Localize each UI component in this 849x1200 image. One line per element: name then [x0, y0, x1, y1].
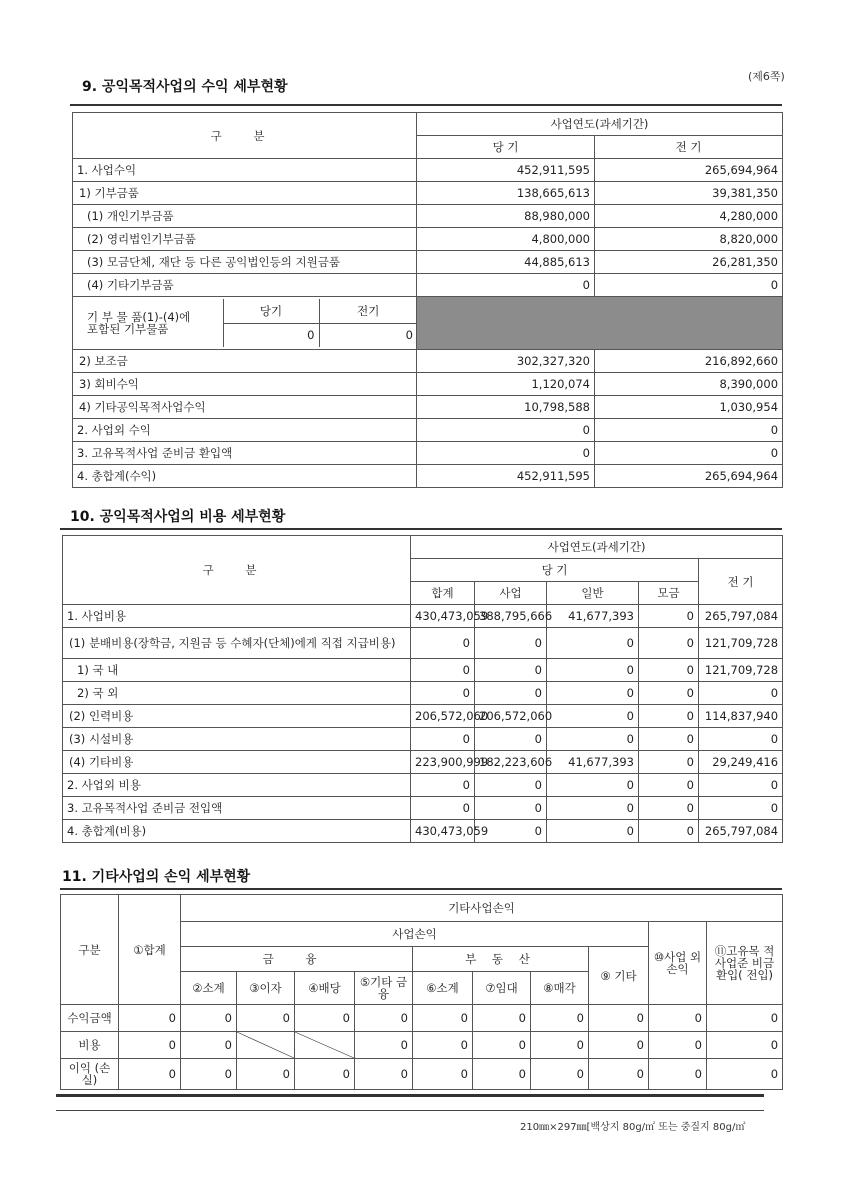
previous-value: 8,390,000	[595, 373, 783, 396]
general-value: 0	[547, 774, 639, 797]
table-row	[61, 1059, 783, 1090]
table-row	[63, 628, 783, 659]
interest-header: ③이자	[237, 972, 295, 1005]
business-value: 388,795,666	[475, 605, 547, 628]
fundraising-value: 0	[639, 659, 699, 682]
row-label: 4. 총합계(비용)	[63, 820, 411, 843]
fundraising-value: 0	[639, 797, 699, 820]
previous-value: 265,797,084	[699, 820, 783, 843]
cell-value: 0	[649, 1032, 707, 1059]
total-value: 0	[411, 728, 475, 751]
current-header: 당 기	[411, 559, 699, 582]
total-value: 430,473,059	[411, 605, 475, 628]
total-value: 206,572,060	[411, 705, 475, 728]
cell-value: 0	[355, 1059, 413, 1090]
bottom-rule	[56, 1094, 764, 1097]
diagonal-line	[295, 1032, 354, 1058]
table-row	[73, 465, 783, 488]
row-label: 1. 사업비용	[63, 605, 411, 628]
general-value: 41,677,393	[547, 605, 639, 628]
other-business-header: 기타사업손익	[181, 895, 783, 922]
current-value: 0	[417, 419, 595, 442]
fundraising-value: 0	[639, 728, 699, 751]
previous-value: 114,837,940	[699, 705, 783, 728]
cell-value: 0	[649, 1005, 707, 1032]
table-row	[63, 751, 783, 774]
row-label: (4) 기타비용	[63, 751, 411, 774]
cell-value: 0	[181, 1059, 237, 1090]
current-value: 1,120,074	[417, 373, 595, 396]
previous-value: 265,694,964	[595, 159, 783, 182]
table-row	[73, 373, 783, 396]
previous-header: 전 기	[595, 136, 783, 159]
cell-value: 0	[589, 1032, 649, 1059]
table-row	[63, 682, 783, 705]
previous-value: 4,280,000	[595, 205, 783, 228]
previous-value: 0	[595, 419, 783, 442]
cell-value: 0	[531, 1032, 589, 1059]
business-value: 0	[475, 628, 547, 659]
diagonal-cell	[237, 1032, 295, 1059]
inkind-subtable	[73, 299, 417, 347]
general-value: 0	[547, 728, 639, 751]
re-subtotal-header: ⑥소계	[413, 972, 473, 1005]
previous-value: 0	[595, 274, 783, 297]
previous-value: 39,381,350	[595, 182, 783, 205]
gubun-header: 구 분	[63, 536, 411, 605]
previous-value: 29,249,416	[699, 751, 783, 774]
previous-value: 265,694,964	[595, 465, 783, 488]
section-9-rule	[70, 104, 782, 106]
current-value: 0	[417, 442, 595, 465]
gubun-header: 구 분	[73, 113, 417, 159]
cell-value: 0	[181, 1032, 237, 1059]
previous-value: 1,030,954	[595, 396, 783, 419]
inkind-previous-header: 전기	[319, 299, 417, 323]
business-value: 0	[475, 774, 547, 797]
total-value: 0	[411, 682, 475, 705]
cell-value: 0	[531, 1059, 589, 1090]
sale-header: ⑧매각	[531, 972, 589, 1005]
cell-value: 0	[707, 1059, 783, 1090]
inkind-current-value: 0	[223, 323, 319, 347]
table-row	[73, 396, 783, 419]
paper-spec-footer: 210㎜×297㎜[백상지 80g/㎡ 또는 중질지 80g/㎡	[520, 1122, 746, 1133]
previous-value: 265,797,084	[699, 605, 783, 628]
total-header: ①합계	[119, 895, 181, 1005]
table-row	[63, 797, 783, 820]
col-fundraising-header: 모금	[639, 582, 699, 605]
general-value: 0	[547, 682, 639, 705]
general-value: 41,677,393	[547, 751, 639, 774]
cell-value: 0	[473, 1005, 531, 1032]
table-row	[73, 274, 783, 297]
table-row	[73, 442, 783, 465]
current-value: 10,798,588	[417, 396, 595, 419]
current-value: 302,327,320	[417, 350, 595, 373]
business-value: 0	[475, 659, 547, 682]
dividend-header: ④배당	[295, 972, 355, 1005]
row-label: 1) 기부금품	[73, 182, 417, 205]
table-row	[61, 1005, 783, 1032]
real-estate-header: 부 동 산	[413, 947, 589, 972]
total-value: 430,473,059	[411, 820, 475, 843]
row-label: 3. 고유목적사업 준비금 환입액	[73, 442, 417, 465]
current-value: 88,980,000	[417, 205, 595, 228]
diagonal-line	[237, 1032, 294, 1058]
finance-header: 금 융	[181, 947, 413, 972]
business-pl-header: 사업손익	[181, 922, 649, 947]
previous-value: 121,709,728	[699, 628, 783, 659]
table-row	[73, 159, 783, 182]
current-value: 4,800,000	[417, 228, 595, 251]
row-label: 1) 국 내	[63, 659, 411, 682]
cell-value: 0	[295, 1059, 355, 1090]
previous-value: 0	[699, 797, 783, 820]
section-11-rule	[60, 888, 782, 890]
table-row	[73, 182, 783, 205]
previous-value: 0	[699, 682, 783, 705]
fundraising-value: 0	[639, 682, 699, 705]
table-row	[73, 419, 783, 442]
etc-header: ⑨ 기타	[589, 947, 649, 1005]
row-label: 수익금액	[61, 1005, 119, 1032]
previous-value: 26,281,350	[595, 251, 783, 274]
previous-value: 8,820,000	[595, 228, 783, 251]
table-row	[73, 251, 783, 274]
table-row	[63, 728, 783, 751]
fundraising-value: 0	[639, 751, 699, 774]
bottom-rule-thin	[56, 1110, 764, 1111]
cell-value: 0	[355, 1005, 413, 1032]
total-value: 0	[411, 774, 475, 797]
section-11-title: 11. 기타사업의 손익 세부현황	[62, 869, 251, 885]
previous-value: 0	[595, 442, 783, 465]
cell-value: 0	[181, 1005, 237, 1032]
total-value: 0	[411, 628, 475, 659]
row-label: 2. 사업외 비용	[63, 774, 411, 797]
business-value: 0	[475, 797, 547, 820]
inkind-current-header: 당기	[223, 299, 319, 323]
row-label: 1. 사업수익	[73, 159, 417, 182]
general-value: 0	[547, 820, 639, 843]
fundraising-value: 0	[639, 705, 699, 728]
cell-value: 0	[707, 1005, 783, 1032]
cell-value: 0	[355, 1032, 413, 1059]
table-row	[63, 774, 783, 797]
col-business-header: 사업	[475, 582, 547, 605]
other-finance-header: ⑤기타 금융	[355, 972, 413, 1005]
table-row	[73, 350, 783, 373]
row-label: (1) 분배비용(장학금, 지원금 등 수혜자(단체)에게 직접 지급비용)	[63, 628, 411, 659]
cell-value: 0	[413, 1032, 473, 1059]
table-row	[63, 705, 783, 728]
cell-value: 0	[295, 1005, 355, 1032]
inkind-cell	[73, 297, 417, 350]
business-value: 206,572,060	[475, 705, 547, 728]
row-label: (4) 기타기부금품	[73, 274, 417, 297]
current-value: 44,885,613	[417, 251, 595, 274]
section-10-table	[62, 535, 783, 843]
fundraising-value: 0	[639, 820, 699, 843]
general-value: 0	[547, 797, 639, 820]
row-label: 2. 사업외 수익	[73, 419, 417, 442]
row-label: 3) 회비수익	[73, 373, 417, 396]
cell-value: 0	[237, 1005, 295, 1032]
cell-value: 0	[237, 1059, 295, 1090]
table-row	[61, 1032, 783, 1059]
previous-header: 전 기	[699, 559, 783, 605]
rent-header: ⑦임대	[473, 972, 531, 1005]
row-label: (3) 시설비용	[63, 728, 411, 751]
section-11-table	[60, 894, 783, 1090]
row-label: 4. 총합계(수익)	[73, 465, 417, 488]
cell-value: 0	[119, 1059, 181, 1090]
table-row	[63, 659, 783, 682]
fundraising-value: 0	[639, 605, 699, 628]
cell-value: 0	[649, 1059, 707, 1090]
current-value: 452,911,595	[417, 159, 595, 182]
cell-value: 0	[119, 1032, 181, 1059]
row-label: 비용	[61, 1032, 119, 1059]
general-value: 0	[547, 628, 639, 659]
current-header: 당 기	[417, 136, 595, 159]
current-value: 452,911,595	[417, 465, 595, 488]
cell-value: 0	[119, 1005, 181, 1032]
section-9-title: 9. 공익목적사업의 수익 세부현황	[82, 79, 288, 95]
cell-value: 0	[473, 1032, 531, 1059]
business-value: 0	[475, 682, 547, 705]
table-row	[73, 205, 783, 228]
row-label: (2) 영리법인기부금품	[73, 228, 417, 251]
year-header: 사업연도(과세기간)	[411, 536, 783, 559]
table-row	[63, 820, 783, 843]
row-label: 이익 (손실)	[61, 1059, 119, 1090]
row-label: 2) 보조금	[73, 350, 417, 373]
section-10-title: 10. 공익목적사업의 비용 세부현황	[70, 509, 286, 525]
shaded-cell	[417, 297, 783, 350]
cell-value: 0	[589, 1059, 649, 1090]
total-value: 0	[411, 659, 475, 682]
table-row	[73, 228, 783, 251]
col-total-header: 합계	[411, 582, 475, 605]
inkind-label: 기 부 물 품(1)-(4)에 포함된 기부물품	[73, 299, 223, 347]
section-10-rule	[60, 528, 782, 530]
previous-value: 216,892,660	[595, 350, 783, 373]
row-label: 4) 기타공익목적사업수익	[73, 396, 417, 419]
cell-value: 0	[707, 1032, 783, 1059]
cell-value: 0	[413, 1005, 473, 1032]
year-header: 사업연도(과세기간)	[417, 113, 783, 136]
inkind-previous-value: 0	[319, 323, 417, 347]
row-label: (1) 개인기부금품	[73, 205, 417, 228]
general-value: 0	[547, 705, 639, 728]
col-general-header: 일반	[547, 582, 639, 605]
total-value: 223,900,999	[411, 751, 475, 774]
diagonal-cell	[295, 1032, 355, 1059]
business-value: 0	[475, 820, 547, 843]
row-label: (3) 모금단체, 재단 등 다른 공익법인등의 지원금품	[73, 251, 417, 274]
gubun-header: 구분	[61, 895, 119, 1005]
current-value: 138,665,613	[417, 182, 595, 205]
previous-value: 121,709,728	[699, 659, 783, 682]
current-value: 0	[417, 274, 595, 297]
row-label: 3. 고유목적사업 준비금 전입액	[63, 797, 411, 820]
cell-value: 0	[413, 1059, 473, 1090]
reserve-header: ⑪고유목 적사업준 비금환입( 전입)	[707, 922, 783, 1005]
cell-value: 0	[589, 1005, 649, 1032]
cell-value: 0	[531, 1005, 589, 1032]
inkind-row	[73, 297, 783, 350]
business-value: 182,223,606	[475, 751, 547, 774]
table-row	[63, 605, 783, 628]
previous-value: 0	[699, 774, 783, 797]
total-value: 0	[411, 797, 475, 820]
general-value: 0	[547, 659, 639, 682]
page-number: (제6쪽)	[748, 70, 785, 83]
cell-value: 0	[473, 1059, 531, 1090]
non-business-header: ⑩사업 외손익	[649, 922, 707, 1005]
section-9-table	[72, 112, 783, 488]
fundraising-value: 0	[639, 774, 699, 797]
fundraising-value: 0	[639, 628, 699, 659]
row-label: (2) 인력비용	[63, 705, 411, 728]
previous-value: 0	[699, 728, 783, 751]
business-value: 0	[475, 728, 547, 751]
fin-subtotal-header: ②소계	[181, 972, 237, 1005]
row-label: 2) 국 외	[63, 682, 411, 705]
